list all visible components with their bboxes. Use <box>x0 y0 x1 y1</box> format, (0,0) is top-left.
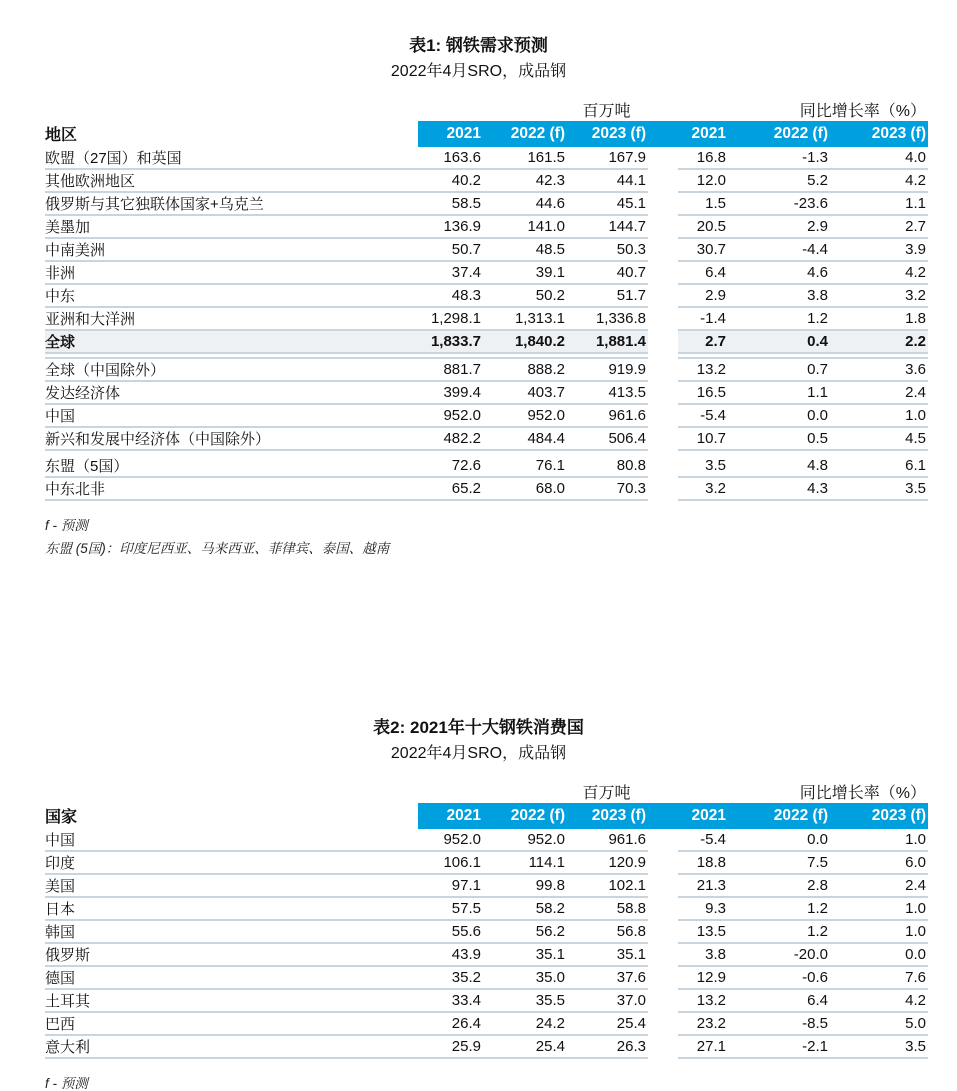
cell-value: 58.8 <box>567 897 648 920</box>
cell-value: 7.6 <box>830 966 928 989</box>
cell-value: 65.2 <box>418 477 483 500</box>
cell-value: 55.6 <box>418 920 483 943</box>
table-row <box>45 330 928 353</box>
table1-header-row <box>45 121 928 147</box>
cell-value: 3.2 <box>678 477 728 500</box>
cell-value: 1.0 <box>830 404 928 427</box>
table-row <box>45 147 928 169</box>
cell-value: 56.2 <box>483 920 567 943</box>
cell-value: 4.2 <box>830 989 928 1012</box>
year-header: 2023 (f) <box>830 803 928 829</box>
cell-value: 20.5 <box>678 215 728 238</box>
cell-value: 161.5 <box>483 147 567 169</box>
cell-value: -5.4 <box>678 829 728 851</box>
column-group-gap <box>648 966 678 989</box>
cell-value: 5.2 <box>728 169 830 192</box>
row-label: 俄罗斯 <box>45 943 418 966</box>
table2-header-row <box>45 803 928 829</box>
cell-value: 952.0 <box>483 404 567 427</box>
cell-value: 35.0 <box>483 966 567 989</box>
cell-value: 2.9 <box>728 215 830 238</box>
column-group-gap <box>648 261 678 284</box>
column-group-gap <box>648 215 678 238</box>
column-group-header-row <box>45 97 928 121</box>
year-header: 2023 (f) <box>830 121 928 147</box>
column-group-gap <box>648 192 678 215</box>
cell-value: 3.8 <box>678 943 728 966</box>
cell-value: -5.4 <box>678 404 728 427</box>
year-header: 2022 (f) <box>728 121 830 147</box>
year-header: 2022 (f) <box>483 121 567 147</box>
cell-value: 2.2 <box>830 330 928 353</box>
cell-value: 3.5 <box>830 477 928 500</box>
cell-value: 403.7 <box>483 381 567 404</box>
row-label: 欧盟（27国）和英国 <box>45 147 418 169</box>
cell-value: 30.7 <box>678 238 728 261</box>
cell-value: 120.9 <box>567 851 648 874</box>
cell-value: 952.0 <box>418 404 483 427</box>
cell-value: -1.3 <box>728 147 830 169</box>
cell-value: 1,313.1 <box>483 307 567 330</box>
cell-value: -1.4 <box>678 307 728 330</box>
cell-value: 881.7 <box>418 358 483 381</box>
column-group-gap <box>648 829 678 851</box>
cell-value: 13.2 <box>678 358 728 381</box>
column-group-gap <box>648 238 678 261</box>
row-label: 新兴和发展中经济体（中国除外） <box>45 427 418 450</box>
cell-value: 72.6 <box>418 455 483 477</box>
table-row <box>45 477 928 500</box>
cell-value: 37.6 <box>567 966 648 989</box>
cell-value: 2.9 <box>678 284 728 307</box>
cell-value: 1.5 <box>678 192 728 215</box>
cell-value: 35.1 <box>567 943 648 966</box>
column-group-gap <box>648 803 678 829</box>
cell-value: 4.8 <box>728 455 830 477</box>
cell-value: 3.5 <box>678 455 728 477</box>
top-steel-consumers-table <box>45 779 928 1059</box>
column-group-gap <box>648 169 678 192</box>
cell-value: 16.5 <box>678 381 728 404</box>
column-group-gap <box>648 427 678 450</box>
cell-value: -23.6 <box>728 192 830 215</box>
cell-value: 413.5 <box>567 381 648 404</box>
cell-value: 50.2 <box>483 284 567 307</box>
cell-value: 48.3 <box>418 284 483 307</box>
row-label: 亚洲和大洋洲 <box>45 307 418 330</box>
table2-footnotes <box>45 1072 957 1091</box>
table-row <box>45 215 928 238</box>
cell-value: 25.4 <box>483 1035 567 1058</box>
year-header: 2021 <box>418 803 483 829</box>
table2-section <box>0 718 957 1091</box>
table-row <box>45 427 928 450</box>
cell-value: 12.0 <box>678 169 728 192</box>
row-label: 韩国 <box>45 920 418 943</box>
table2-title: 表2: 2021年十大钢铁消费国 <box>373 718 584 737</box>
cell-value: 2.8 <box>728 874 830 897</box>
row-label: 中南美洲 <box>45 238 418 261</box>
column-group-gap <box>648 284 678 307</box>
row-label: 印度 <box>45 851 418 874</box>
cell-value: 26.3 <box>567 1035 648 1058</box>
table-row <box>45 920 928 943</box>
cell-value: 37.4 <box>418 261 483 284</box>
table1-section <box>0 36 957 560</box>
cell-value: 952.0 <box>418 829 483 851</box>
cell-value: 7.5 <box>728 851 830 874</box>
row-label: 美国 <box>45 874 418 897</box>
cell-value: 0.4 <box>728 330 830 353</box>
cell-value: 3.2 <box>830 284 928 307</box>
table-row <box>45 1012 928 1035</box>
cell-value: 952.0 <box>483 829 567 851</box>
cell-value: 2.7 <box>830 215 928 238</box>
row-label: 发达经济体 <box>45 381 418 404</box>
cell-value: 1.1 <box>830 192 928 215</box>
cell-value: 76.1 <box>483 455 567 477</box>
cell-value: 1.2 <box>728 307 830 330</box>
cell-value: 44.6 <box>483 192 567 215</box>
column-group-gap <box>648 897 678 920</box>
cell-value: 18.8 <box>678 851 728 874</box>
cell-value: 399.4 <box>418 381 483 404</box>
table-row <box>45 1035 928 1058</box>
table-row <box>45 238 928 261</box>
cell-value: 1.0 <box>830 897 928 920</box>
row-label: 中国 <box>45 829 418 851</box>
cell-value: -8.5 <box>728 1012 830 1035</box>
table-row <box>45 966 928 989</box>
table-row <box>45 874 928 897</box>
cell-value: -2.1 <box>728 1035 830 1058</box>
cell-value: 5.0 <box>830 1012 928 1035</box>
footnote-forecast: f - 预测 <box>45 518 88 533</box>
year-header: 2023 (f) <box>567 803 648 829</box>
cell-value: 0.5 <box>728 427 830 450</box>
cell-value: 888.2 <box>483 358 567 381</box>
cell-value: 57.5 <box>418 897 483 920</box>
cell-value: 80.8 <box>567 455 648 477</box>
cell-value: 4.5 <box>830 427 928 450</box>
table1-subtitle: 2022年4月SRO，成品钢 <box>390 63 567 80</box>
cell-value: 961.6 <box>567 404 648 427</box>
cell-value: 6.4 <box>678 261 728 284</box>
year-header: 2021 <box>418 121 483 147</box>
column-group-gap <box>648 404 678 427</box>
cell-value: 2.7 <box>678 330 728 353</box>
cell-value: 50.3 <box>567 238 648 261</box>
cell-value: -4.4 <box>728 238 830 261</box>
cell-value: 506.4 <box>567 427 648 450</box>
cell-value: 0.7 <box>728 358 830 381</box>
row-label: 全球（中国除外） <box>45 358 418 381</box>
table-row <box>45 381 928 404</box>
column-group-gap <box>648 851 678 874</box>
footnote-asean-definition: 东盟 (5国)：印度尼西亚、马来西亚、菲律宾、泰国、越南 <box>45 541 390 556</box>
row-label: 中东北非 <box>45 477 418 500</box>
column-group-gap <box>648 307 678 330</box>
cell-value: 4.6 <box>728 261 830 284</box>
cell-value: 97.1 <box>418 874 483 897</box>
cell-value: 40.2 <box>418 169 483 192</box>
cell-value: 99.8 <box>483 874 567 897</box>
cell-value: 1.1 <box>728 381 830 404</box>
cell-value: 0.0 <box>728 829 830 851</box>
column-group-gap <box>648 455 678 477</box>
label-column-header: 地区 <box>45 127 78 144</box>
row-label: 意大利 <box>45 1035 418 1058</box>
table-row <box>45 284 928 307</box>
row-label: 巴西 <box>45 1012 418 1035</box>
cell-value: 58.5 <box>418 192 483 215</box>
footnote-forecast: f - 预测 <box>45 1076 88 1091</box>
column-group-gap <box>648 381 678 404</box>
cell-value: 6.0 <box>830 851 928 874</box>
cell-value: 21.3 <box>678 874 728 897</box>
table-row <box>45 943 928 966</box>
cell-value: 50.7 <box>418 238 483 261</box>
cell-value: 13.2 <box>678 989 728 1012</box>
cell-value: 4.2 <box>830 169 928 192</box>
cell-value: 0.0 <box>830 943 928 966</box>
row-label: 非洲 <box>45 261 418 284</box>
cell-value: 919.9 <box>567 358 648 381</box>
cell-value: 4.3 <box>728 477 830 500</box>
group-header-million-tonnes: 百万吨 <box>582 102 631 120</box>
cell-value: 1,336.8 <box>567 307 648 330</box>
cell-value: 40.7 <box>567 261 648 284</box>
cell-value: 136.9 <box>418 215 483 238</box>
table-row <box>45 192 928 215</box>
column-group-header-row <box>45 779 928 803</box>
column-group-gap <box>648 147 678 169</box>
column-group-gap <box>648 989 678 1012</box>
cell-value: 25.9 <box>418 1035 483 1058</box>
cell-value: 27.1 <box>678 1035 728 1058</box>
table-row <box>45 829 928 851</box>
table-row <box>45 851 928 874</box>
group-header-growth-rate: 同比增长率（%） <box>799 102 926 120</box>
cell-value: 25.4 <box>567 1012 648 1035</box>
cell-value: 70.3 <box>567 477 648 500</box>
year-header: 2022 (f) <box>728 803 830 829</box>
cell-value: 51.7 <box>567 284 648 307</box>
column-group-gap <box>648 920 678 943</box>
cell-value: 1.2 <box>728 897 830 920</box>
table-row <box>45 261 928 284</box>
cell-value: 39.1 <box>483 261 567 284</box>
table-row <box>45 307 928 330</box>
cell-value: 1.8 <box>830 307 928 330</box>
steel-demand-forecast-table <box>45 97 928 501</box>
cell-value: 1.2 <box>728 920 830 943</box>
cell-value: 6.4 <box>728 989 830 1012</box>
group-header-million-tonnes: 百万吨 <box>582 784 631 802</box>
cell-value: 3.6 <box>830 358 928 381</box>
cell-value: 23.2 <box>678 1012 728 1035</box>
cell-value: 482.2 <box>418 427 483 450</box>
cell-value: 1,298.1 <box>418 307 483 330</box>
column-group-gap <box>648 874 678 897</box>
cell-value: 4.2 <box>830 261 928 284</box>
cell-value: 1,840.2 <box>483 330 567 353</box>
row-label: 全球 <box>45 330 418 353</box>
row-label: 其他欧洲地区 <box>45 169 418 192</box>
cell-value: 12.9 <box>678 966 728 989</box>
column-group-gap <box>648 1012 678 1035</box>
year-header: 2023 (f) <box>567 121 648 147</box>
cell-value: 106.1 <box>418 851 483 874</box>
column-group-gap <box>648 358 678 381</box>
table1-footnotes <box>45 514 957 560</box>
cell-value: 33.4 <box>418 989 483 1012</box>
cell-value: 13.5 <box>678 920 728 943</box>
table2-subtitle: 2022年4月SRO，成品钢 <box>390 745 567 762</box>
cell-value: 35.1 <box>483 943 567 966</box>
cell-value: 1,833.7 <box>418 330 483 353</box>
cell-value: 1.0 <box>830 920 928 943</box>
cell-value: 1.0 <box>830 829 928 851</box>
cell-value: 45.1 <box>567 192 648 215</box>
column-group-gap <box>648 1035 678 1058</box>
cell-value: 16.8 <box>678 147 728 169</box>
cell-value: 484.4 <box>483 427 567 450</box>
cell-value: 43.9 <box>418 943 483 966</box>
cell-value: 35.5 <box>483 989 567 1012</box>
table1-title: 表1: 钢铁需求预测 <box>409 36 548 55</box>
cell-value: 114.1 <box>483 851 567 874</box>
cell-value: 1,881.4 <box>567 330 648 353</box>
column-group-gap <box>648 943 678 966</box>
row-label: 日本 <box>45 897 418 920</box>
group-header-growth-rate: 同比增长率（%） <box>799 784 926 802</box>
row-label: 俄罗斯与其它独联体国家+乌克兰 <box>45 192 418 215</box>
cell-value: 961.6 <box>567 829 648 851</box>
cell-value: 141.0 <box>483 215 567 238</box>
cell-value: 26.4 <box>418 1012 483 1035</box>
table-row <box>45 897 928 920</box>
row-label: 土耳其 <box>45 989 418 1012</box>
year-header: 2022 (f) <box>483 803 567 829</box>
cell-value: 4.0 <box>830 147 928 169</box>
row-label: 东盟（5国） <box>45 455 418 477</box>
cell-value: 2.4 <box>830 874 928 897</box>
cell-value: 58.2 <box>483 897 567 920</box>
cell-value: 44.1 <box>567 169 648 192</box>
cell-value: 9.3 <box>678 897 728 920</box>
cell-value: 6.1 <box>830 455 928 477</box>
row-label: 德国 <box>45 966 418 989</box>
column-group-gap <box>648 330 678 353</box>
year-header: 2021 <box>678 803 728 829</box>
row-label: 中东 <box>45 284 418 307</box>
cell-value: 2.4 <box>830 381 928 404</box>
cell-value: 3.8 <box>728 284 830 307</box>
cell-value: 3.5 <box>830 1035 928 1058</box>
cell-value: 163.6 <box>418 147 483 169</box>
column-group-gap <box>648 121 678 147</box>
cell-value: 144.7 <box>567 215 648 238</box>
cell-value: -20.0 <box>728 943 830 966</box>
cell-value: 56.8 <box>567 920 648 943</box>
table-row <box>45 404 928 427</box>
cell-value: 167.9 <box>567 147 648 169</box>
cell-value: 42.3 <box>483 169 567 192</box>
table-row <box>45 358 928 381</box>
cell-value: 10.7 <box>678 427 728 450</box>
cell-value: 3.9 <box>830 238 928 261</box>
cell-value: 48.5 <box>483 238 567 261</box>
cell-value: 68.0 <box>483 477 567 500</box>
cell-value: 35.2 <box>418 966 483 989</box>
table-row <box>45 169 928 192</box>
cell-value: 102.1 <box>567 874 648 897</box>
column-group-gap <box>648 477 678 500</box>
label-column-header: 国家 <box>45 809 78 826</box>
row-label: 美墨加 <box>45 215 418 238</box>
cell-value: -0.6 <box>728 966 830 989</box>
table-row <box>45 989 928 1012</box>
cell-value: 24.2 <box>483 1012 567 1035</box>
table-row <box>45 455 928 477</box>
cell-value: 37.0 <box>567 989 648 1012</box>
year-header: 2021 <box>678 121 728 147</box>
cell-value: 0.0 <box>728 404 830 427</box>
row-label: 中国 <box>45 404 418 427</box>
